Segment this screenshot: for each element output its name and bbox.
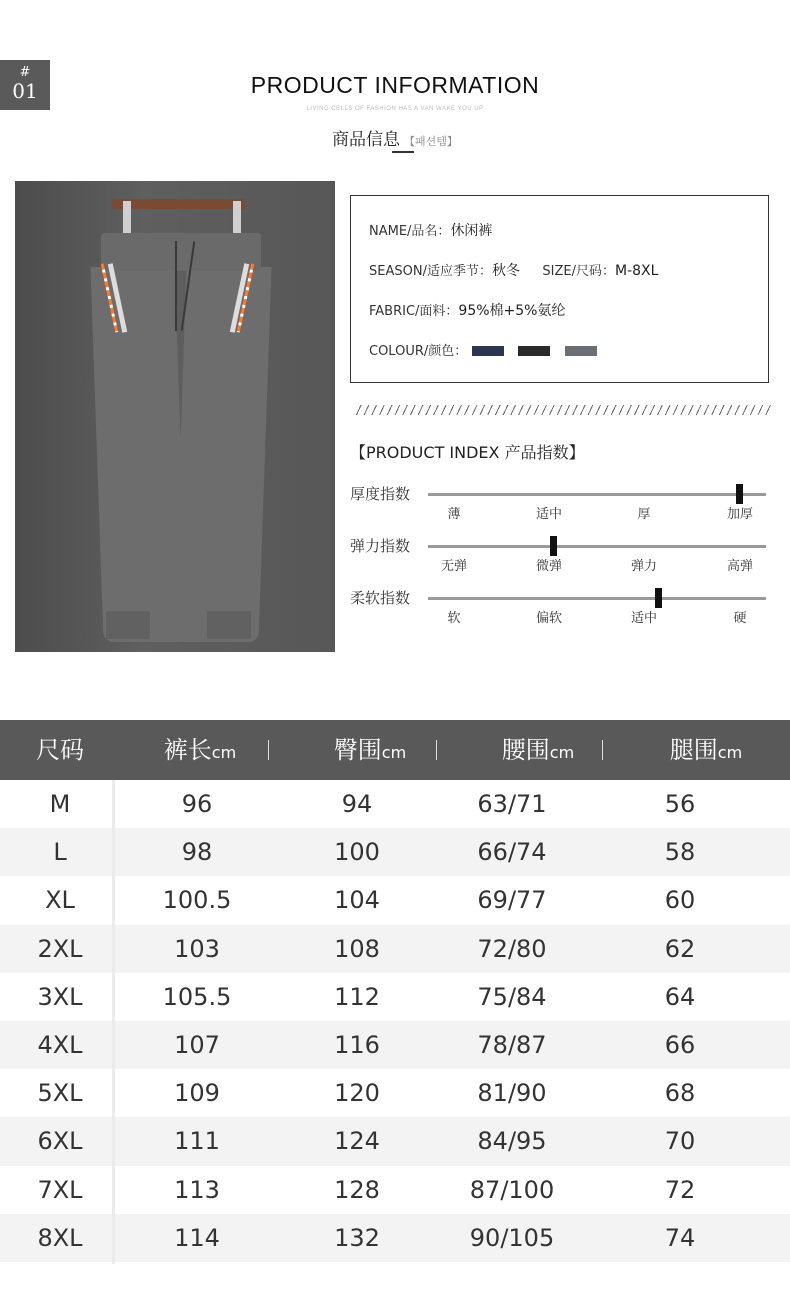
size-value: M-8XL [615, 263, 659, 279]
header-separator [602, 740, 603, 760]
title-underline [392, 151, 414, 153]
size-table-cell: 75/84 [477, 982, 547, 1011]
index-scale-marker [736, 484, 743, 504]
page-title: PRODUCT INFORMATION [250, 72, 540, 98]
info-fabric-row [369, 300, 565, 320]
size-table-row [0, 1021, 790, 1069]
index-scale-label: 柔软指数 [350, 589, 411, 607]
size-table-cell: 69/77 [477, 886, 547, 915]
size-table-cell: 116 [334, 1030, 380, 1059]
size-table-cell: 87/100 [469, 1175, 555, 1204]
size-table-cell: 100.5 [162, 886, 232, 915]
index-scale-tick-label: 薄 [447, 507, 461, 522]
name-label: NAME/品名： [369, 224, 451, 239]
index-scale-label: 弹力指数 [350, 537, 411, 555]
size-table-cell: 72 [664, 1175, 696, 1204]
index-scale-tick-label: 硬 [733, 611, 747, 626]
size-table-cell: 111 [174, 1127, 220, 1156]
size-table-cell: 58 [664, 838, 696, 867]
size-table-cell: 68 [664, 1079, 696, 1108]
index-scale-label: 厚度指数 [350, 485, 411, 503]
colour-swatch-black [518, 346, 550, 356]
size-table-cell: 6XL [37, 1127, 83, 1156]
product-index-title: 【PRODUCT INDEX 产品指数】 [350, 443, 585, 462]
season-value: 秋冬 [491, 263, 520, 279]
size-column-divider [112, 780, 115, 1264]
size-label: SIZE/尺码： [542, 264, 615, 279]
pants-right-cuff [207, 611, 251, 639]
index-scale-track [428, 493, 766, 496]
header-separator [436, 740, 437, 760]
size-table-header-cell: 腿围cm [669, 736, 743, 764]
pants-left-leg [90, 267, 187, 642]
size-table-cell: 124 [334, 1127, 380, 1156]
size-table-row [0, 828, 790, 876]
size-table-cell: 66/74 [477, 838, 547, 867]
size-table-cell: XL [45, 886, 75, 915]
colour-label: COLOUR/颜色： [369, 344, 468, 359]
size-table-row [0, 876, 790, 924]
size-table-row [0, 1117, 790, 1165]
size-table-cell: 112 [334, 982, 380, 1011]
size-table-row [0, 925, 790, 973]
size-table-row [0, 1214, 790, 1262]
section-title-cn [0, 125, 790, 150]
pants-right-leg [173, 267, 271, 642]
size-table-cell: 64 [664, 982, 696, 1011]
index-scale-tick-label: 适中 [535, 507, 563, 522]
size-table-cell: 94 [341, 790, 373, 818]
size-table-cell: 108 [334, 934, 380, 963]
index-scale-tick-label: 厚 [637, 507, 651, 522]
size-table-cell: 109 [174, 1079, 220, 1108]
size-table-cell: 60 [664, 886, 696, 915]
index-scale-tick-label: 弹力 [630, 559, 658, 574]
size-table-cell: 3XL [37, 982, 83, 1011]
size-table [0, 720, 790, 1262]
size-table-cell: 128 [334, 1175, 380, 1204]
size-table-body [0, 780, 790, 1262]
size-table-cell: 90/105 [469, 1223, 555, 1252]
size-table-row [0, 973, 790, 1021]
badge-number: 01 [12, 79, 38, 103]
fabric-value: 95%棉+5%氨纶 [458, 303, 566, 319]
index-scale-tick-label: 加厚 [726, 507, 754, 522]
product-photo [15, 181, 335, 652]
product-info-box [350, 195, 769, 383]
size-table-header-cell: 裤长cm [163, 736, 237, 764]
hanger-clip-right [233, 201, 241, 237]
size-table-cell: 72/80 [477, 934, 547, 963]
hanger-clip-left [123, 201, 131, 237]
size-table-cell: 132 [334, 1223, 380, 1252]
size-table-row [0, 780, 790, 828]
index-scale-tick-label: 高弹 [726, 559, 754, 574]
size-table-cell: 7XL [37, 1175, 83, 1204]
size-table-cell: 8XL [37, 1223, 83, 1252]
pants-waistband [101, 233, 261, 271]
size-table-cell: 120 [334, 1079, 380, 1108]
size-table-cell: 114 [174, 1223, 220, 1252]
size-table-cell: 96 [181, 790, 213, 818]
size-table-row [0, 1069, 790, 1117]
size-table-cell: 84/95 [477, 1127, 547, 1156]
hatch-divider [355, 405, 771, 415]
index-scale-marker [655, 588, 662, 608]
info-name-row [369, 220, 492, 240]
index-scale-tick-label: 软 [447, 611, 461, 626]
size-table-cell: M [49, 790, 71, 818]
drawstring-left [175, 241, 177, 331]
size-table-cell: 113 [174, 1175, 220, 1204]
size-table-cell: 104 [334, 886, 380, 915]
pants-left-cuff [106, 611, 150, 639]
page-subtitle: LIVING CELLS OF FASHION HAS A VAN WAKE YOU UP [306, 106, 484, 112]
size-table-cell: 74 [664, 1223, 696, 1252]
size-table-row [0, 1166, 790, 1214]
season-label: SEASON/适应季节： [369, 264, 492, 279]
size-table-cell: 103 [174, 934, 220, 963]
colour-swatch-navy [472, 346, 504, 356]
size-table-header-cell: 臀围cm [333, 736, 407, 764]
index-scale-row [350, 537, 770, 585]
size-table-cell: 62 [664, 934, 696, 963]
section-title-cn-small: 【패션템】 [404, 135, 458, 148]
index-scale-track [428, 545, 766, 548]
name-value: 休闲裤 [450, 223, 493, 239]
index-scale-marker [550, 536, 557, 556]
size-table-cell: 70 [664, 1127, 696, 1156]
index-scale-tick-label: 适中 [630, 611, 658, 626]
index-scale-tick-label: 偏软 [535, 611, 563, 626]
index-scale-row [350, 485, 770, 533]
size-table-header-cell: 尺码 [36, 736, 84, 764]
size-table-cell: 2XL [37, 934, 83, 963]
size-table-cell: 66 [664, 1030, 696, 1059]
size-table-cell: 78/87 [477, 1030, 547, 1059]
badge-hash: # [19, 65, 31, 80]
size-table-header-cell: 腰围cm [501, 736, 575, 764]
hanger-bar [112, 199, 245, 209]
index-scale-row [350, 589, 770, 637]
size-table-cell: L [53, 838, 67, 867]
fabric-label: FABRIC/面料： [369, 304, 459, 319]
size-table-cell: 81/90 [477, 1079, 547, 1108]
colour-swatch-grey [565, 346, 597, 356]
info-season-row [369, 260, 658, 280]
header-separator [268, 740, 269, 760]
size-table-cell: 107 [174, 1030, 220, 1059]
info-colour-row [369, 340, 607, 359]
section-title-cn-text: 商品信息 [332, 130, 401, 150]
size-table-cell: 105.5 [162, 982, 232, 1011]
size-table-cell: 63/71 [477, 790, 547, 818]
size-table-cell: 98 [181, 838, 213, 867]
size-table-cell: 100 [334, 838, 380, 867]
index-scale-tick-label: 无弹 [440, 559, 468, 574]
size-table-header [0, 720, 790, 780]
size-table-cell: 56 [664, 790, 696, 818]
size-table-cell: 4XL [37, 1030, 83, 1059]
index-scale-tick-label: 微弹 [535, 559, 563, 574]
index-scale-track [428, 597, 766, 600]
size-table-cell: 5XL [37, 1079, 83, 1108]
